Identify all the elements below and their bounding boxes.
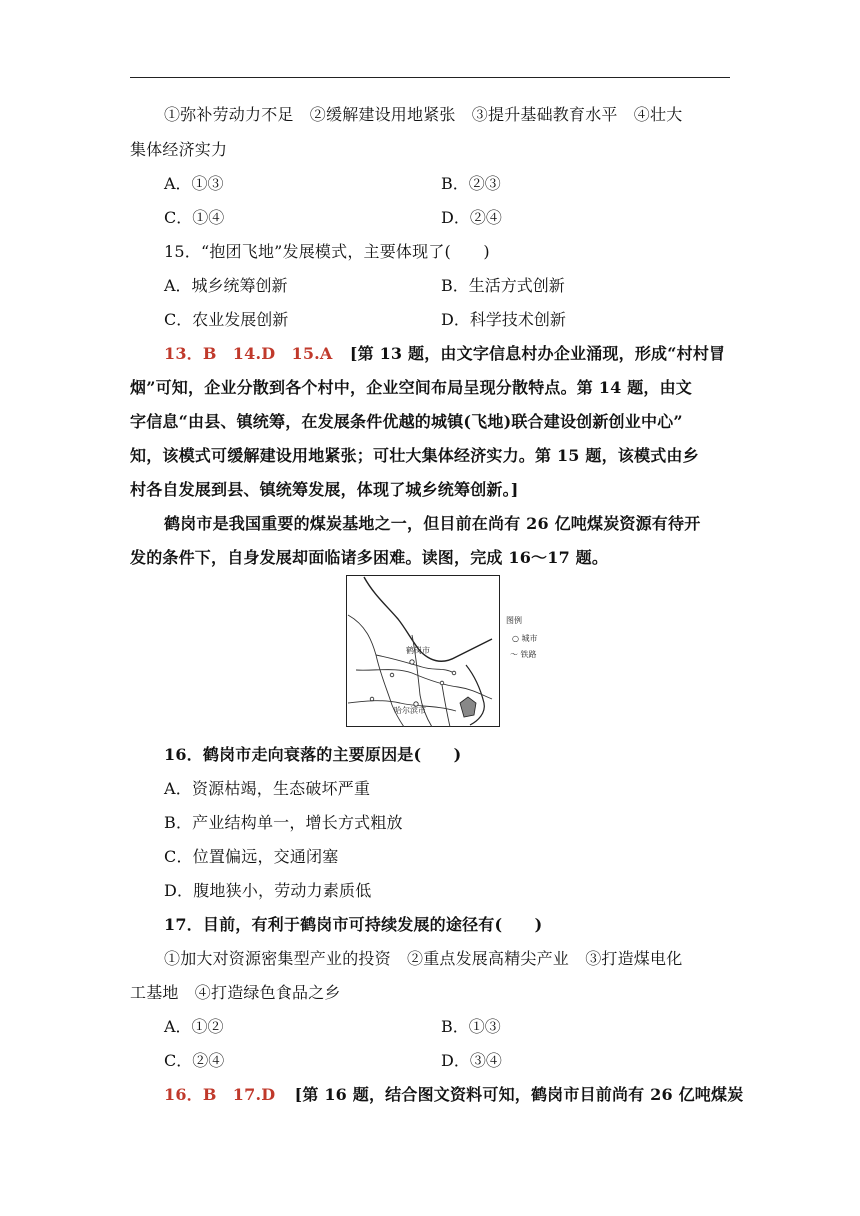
legend-city-icon: ○ bbox=[512, 634, 519, 643]
q17-option-a: A．①② bbox=[164, 1017, 224, 1036]
q15-option-b: B．生活方式创新 bbox=[441, 276, 565, 295]
city-marker bbox=[452, 671, 456, 675]
city-marker bbox=[390, 673, 394, 677]
answer-13-15-line2: 烟”可知，企业分散到各个村中，企业空间布局呈现分散特点。第 14 题，由文 bbox=[130, 378, 693, 397]
legend-rail-label: 铁路 bbox=[520, 650, 537, 659]
q14-statements-line2: 集体经济实力 bbox=[130, 140, 228, 159]
answer-16-17-line1 bbox=[164, 1083, 744, 1107]
answer-16-17-explanation-start: [第 16 题，结合图文资料可知，鹤岗市目前尚有 26 亿吨煤炭 bbox=[294, 1085, 744, 1104]
q17-stem: 17．目前，有利于鹤岗市可持续发展的途径有( ) bbox=[164, 915, 543, 934]
q17-option-d: D．③④ bbox=[441, 1051, 502, 1070]
answer-13-15-line4: 知，该模式可缓解建设用地紧张；可壮大集体经济实力。第 15 题，该模式由乡 bbox=[130, 446, 699, 465]
q15-options-row2 bbox=[164, 308, 730, 332]
map-label-harbin: 哈尔滨市 bbox=[394, 706, 426, 715]
answer-13-15-line1 bbox=[164, 342, 730, 366]
city-marker bbox=[370, 697, 374, 701]
city-marker-hegang bbox=[410, 660, 414, 664]
q15-options-row1 bbox=[164, 274, 730, 298]
legend-rail-icon: 〜 bbox=[510, 650, 518, 659]
q17-option-b: B．①③ bbox=[441, 1017, 501, 1036]
q14-option-d: D．②④ bbox=[441, 208, 502, 227]
q15-option-d: D．科学技术创新 bbox=[441, 310, 566, 329]
legend-city-label: 城市 bbox=[521, 634, 538, 643]
q16-option-b: B．产业结构单一，增长方式粗放 bbox=[164, 813, 403, 832]
q16-stem: 16．鹤岗市走向衰落的主要原因是( ) bbox=[164, 745, 462, 764]
map-legend bbox=[506, 615, 538, 660]
q16-option-a: A．资源枯竭，生态破坏严重 bbox=[164, 779, 371, 798]
legend-rail-row bbox=[506, 649, 538, 660]
hegang-map bbox=[346, 575, 500, 727]
q17-statements-line2: 工基地 ④打造绿色食品之乡 bbox=[130, 983, 341, 1002]
q17-options-row2 bbox=[164, 1049, 730, 1073]
q14-options-row1 bbox=[164, 172, 730, 196]
intro-line1: 鹤岗市是我国重要的煤炭基地之一，但目前在尚有 26 亿吨煤炭资源有待开 bbox=[164, 514, 701, 533]
q14-options-row2 bbox=[164, 206, 730, 230]
city-marker bbox=[440, 681, 444, 685]
answer-13-15-keys: 13．B 14.D 15.A bbox=[164, 344, 333, 363]
answer-13-15-line5: 村各自发展到县、镇统筹发展，体现了城乡统筹创新。] bbox=[130, 480, 519, 499]
q14-option-c: C．①④ bbox=[164, 208, 225, 227]
answer-13-15-explanation-start: [第 13 题，由文字信息村办企业涌现，形成“村村冒 bbox=[349, 344, 726, 363]
answer-13-15-line3: 字信息“由县、镇统筹，在发展条件优越的城镇(飞地)联合建设创新创业中心” bbox=[130, 412, 683, 431]
q14-option-b: B．②③ bbox=[441, 174, 501, 193]
q15-option-a: A．城乡统筹创新 bbox=[164, 276, 288, 295]
q17-options-row1 bbox=[164, 1015, 730, 1039]
q16-option-c: C．位置偏远，交通闭塞 bbox=[164, 847, 339, 866]
q14-option-a: A．①③ bbox=[164, 174, 224, 193]
q17-statements-line1: ①加大对资源密集型产业的投资 ②重点发展高精尖产业 ③打造煤电化 bbox=[164, 949, 683, 968]
legend-city-row bbox=[506, 633, 538, 644]
map-label-hegang: 鹤岗市 bbox=[406, 646, 430, 655]
answer-16-17-keys: 16．B 17.D bbox=[164, 1085, 276, 1104]
legend-title: 图例 bbox=[506, 616, 522, 625]
q15-option-c: C．农业发展创新 bbox=[164, 310, 289, 329]
header-rule bbox=[130, 77, 730, 78]
q15-stem: 15．“抱团飞地”发展模式，主要体现了( ) bbox=[164, 242, 490, 261]
q14-statements-line1: ①弥补劳动力不足 ②缓解建设用地紧张 ③提升基础教育水平 ④壮大 bbox=[164, 105, 683, 124]
intro-line2: 发的条件下，自身发展却面临诸多困难。读图，完成 16～17 题。 bbox=[130, 548, 609, 567]
q17-option-c: C．②④ bbox=[164, 1051, 225, 1070]
q16-option-d: D．腹地狭小，劳动力素质低 bbox=[164, 881, 372, 900]
